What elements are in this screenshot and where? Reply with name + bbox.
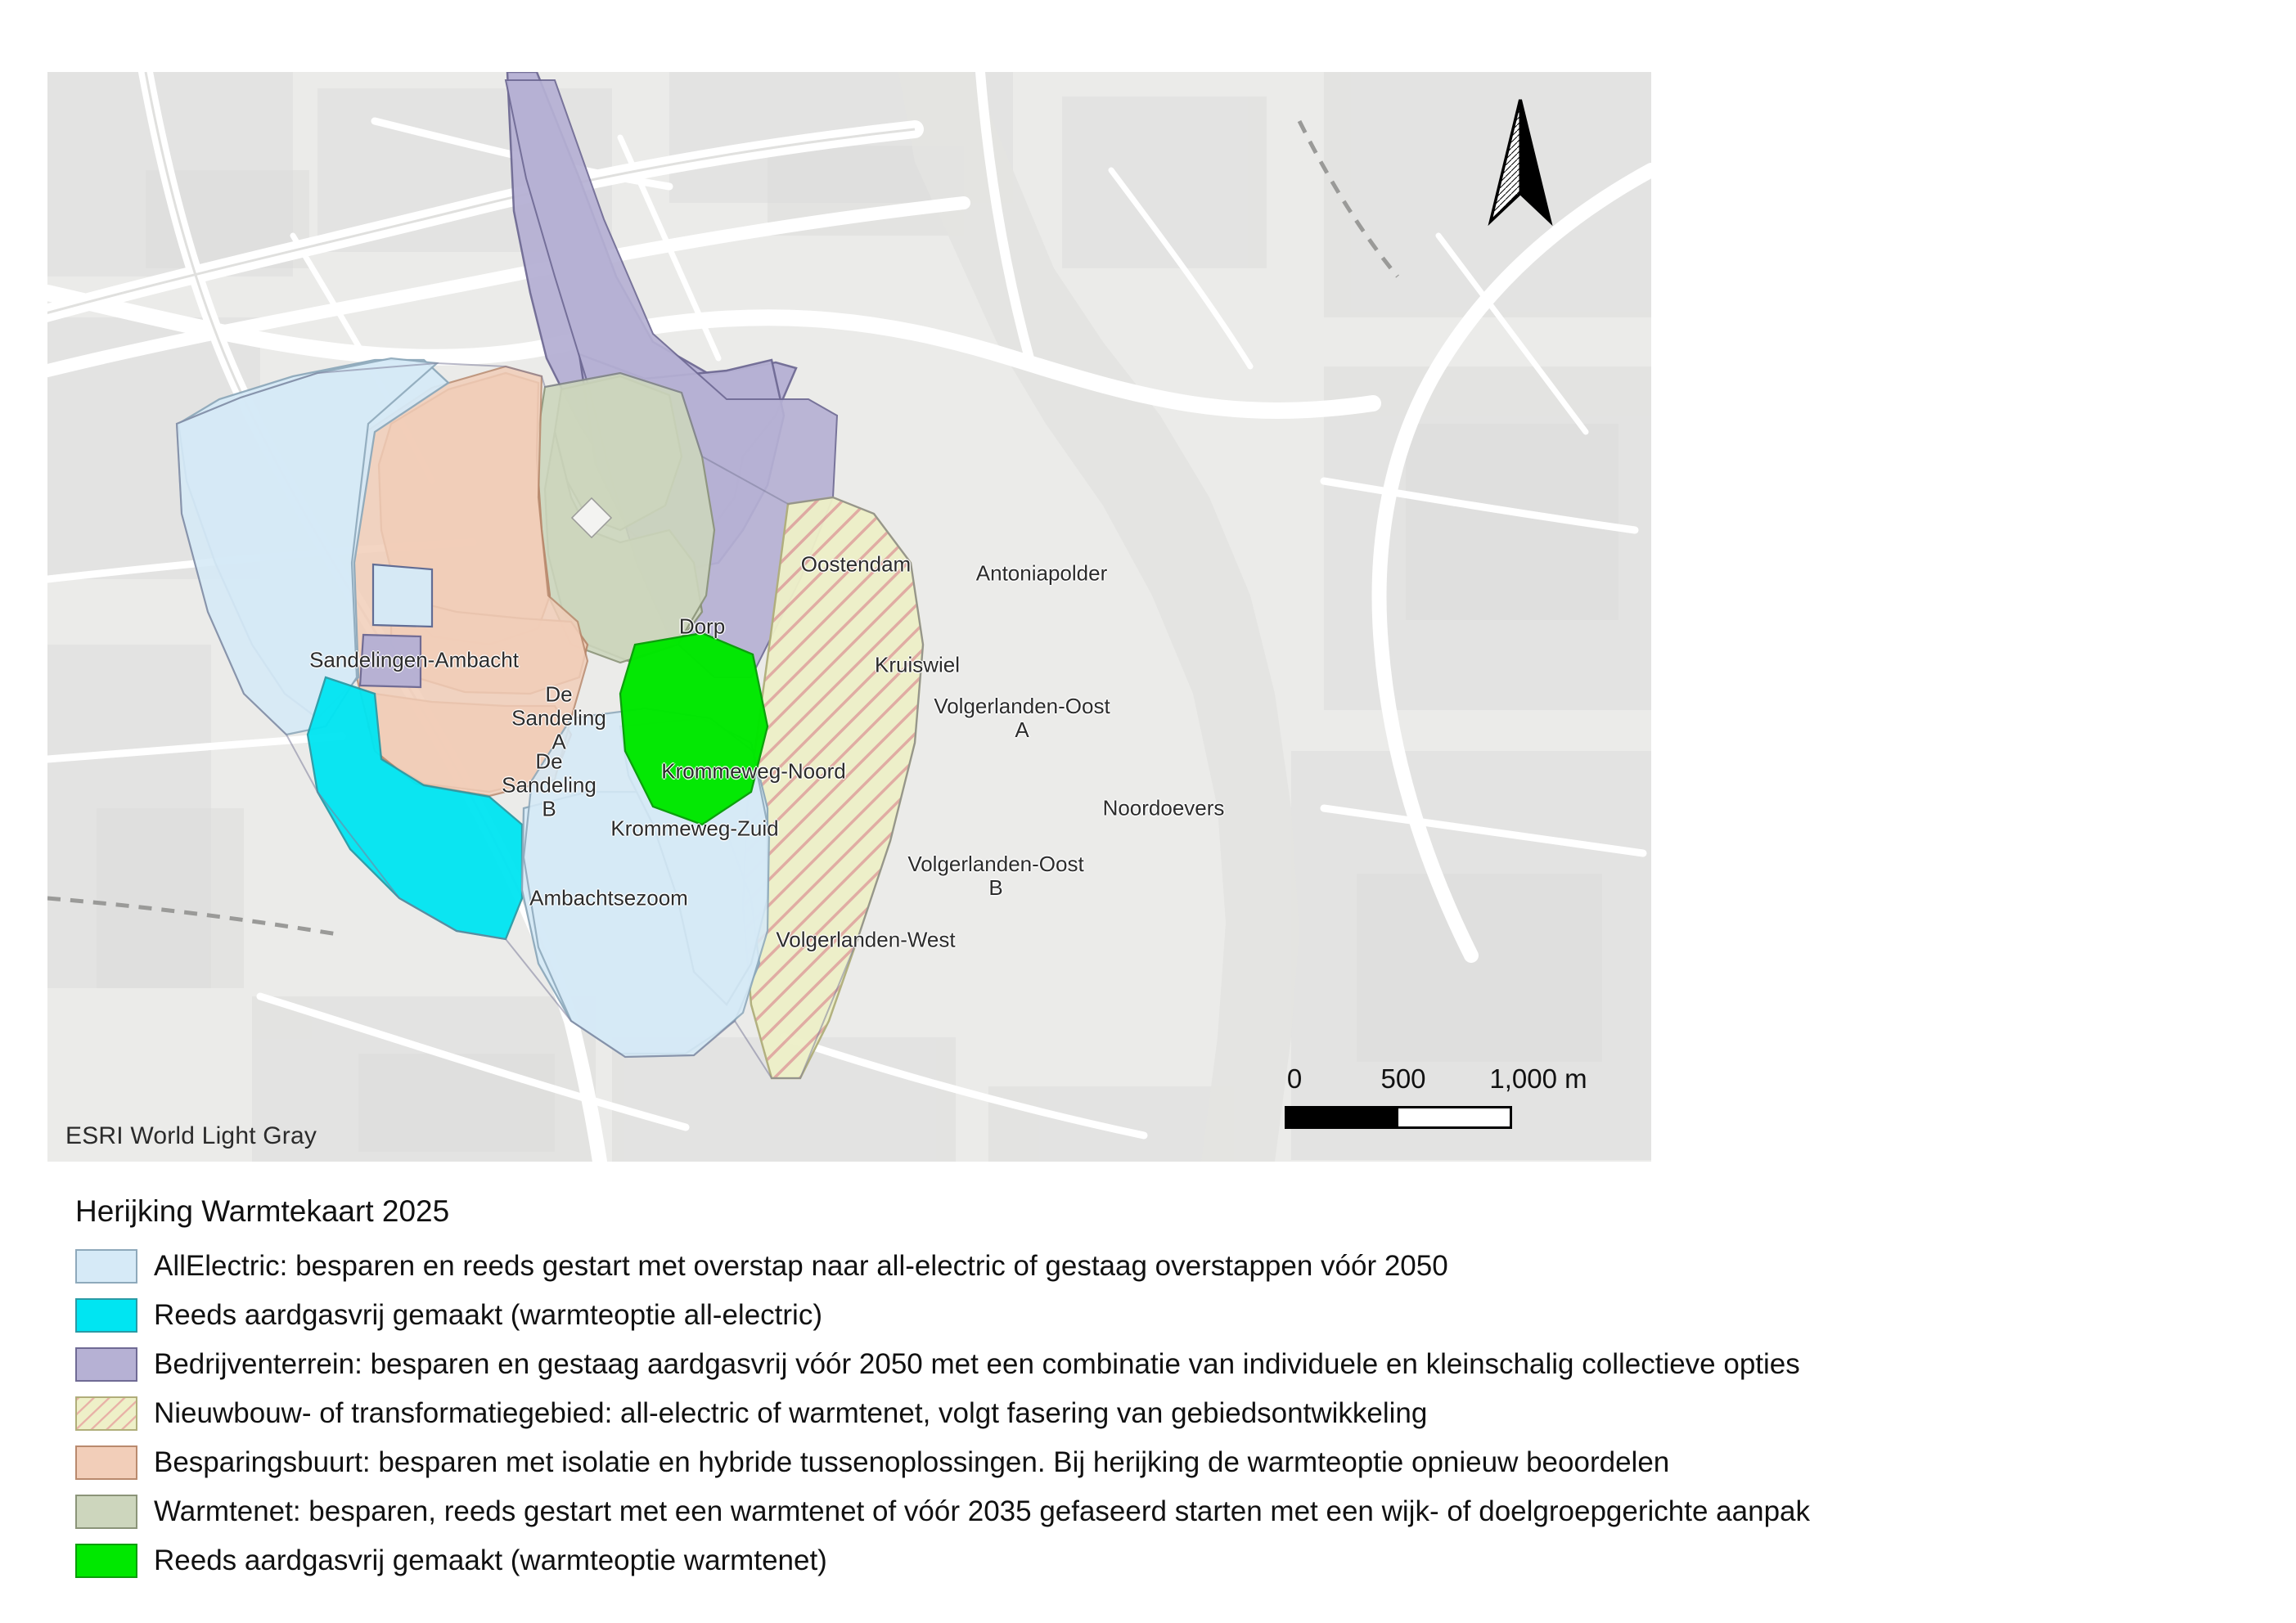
scale-bar-graphic bbox=[1285, 1106, 1512, 1129]
map-label-de-sandeling-b: De Sandeling B bbox=[502, 749, 597, 821]
legend-swatch-nieuwbouw-transformatie bbox=[75, 1396, 137, 1431]
legend-swatch-allelectric bbox=[75, 1249, 137, 1284]
legend-title: Herijking Warmtekaart 2025 bbox=[75, 1194, 450, 1228]
legend-swatch-warmtenet bbox=[75, 1495, 137, 1529]
legend-item-nieuwbouw-transformatie[interactable] bbox=[75, 1394, 2235, 1433]
legend-item-bedrijventerrein[interactable] bbox=[75, 1345, 2235, 1384]
legend-swatch-reeds-aardgasvrij-warmtenet bbox=[75, 1544, 137, 1578]
legend-swatch-bedrijventerrein bbox=[75, 1347, 137, 1382]
map-graphic bbox=[47, 72, 1651, 1162]
map-label-krommeweg-noord: Krommeweg-Noord bbox=[661, 758, 846, 784]
map-label-de-sandeling-a: De Sandeling A bbox=[511, 681, 606, 754]
map-label-sandelingen-ambacht: Sandelingen-Ambacht bbox=[309, 647, 519, 672]
legend-item-allelectric[interactable] bbox=[75, 1247, 2235, 1286]
scale-bar-segment-dark bbox=[1287, 1108, 1398, 1126]
scale-label-1000: 1,000 m bbox=[1489, 1063, 1587, 1094]
legend-swatch-reeds-aardgasvrij-all-electric bbox=[75, 1298, 137, 1333]
map-label-noordoevers: Noordoevers bbox=[1102, 795, 1225, 820]
map-label-antoniapolder: Antoniapolder bbox=[975, 560, 1108, 586]
map-canvas[interactable] bbox=[47, 72, 1651, 1162]
map-label-volgerlanden-oost-a: Volgerlanden-Oost A bbox=[934, 693, 1110, 742]
map-label-dorp: Dorp bbox=[678, 614, 726, 639]
map-label-oostendam: Oostendam bbox=[800, 551, 912, 577]
legend-item-besparingsbuurt[interactable] bbox=[75, 1443, 2235, 1482]
map-label-krommeweg-zuid: Krommeweg-Zuid bbox=[610, 816, 779, 841]
basemap-credit: ESRI World Light Gray bbox=[65, 1122, 317, 1149]
legend-swatch-besparingsbuurt bbox=[75, 1445, 137, 1480]
legend-item-warmtenet[interactable] bbox=[75, 1492, 2235, 1531]
legend-label-bedrijventerrein: Bedrijventerrein: besparen en gestaag aardgasvrij vóór 2050 met een combinatie van individuele en kleinschalig collectieve opties bbox=[154, 1348, 1800, 1380]
legend-label-reeds-aardgasvrij-warmtenet: Reeds aardgasvrij gemaakt (warmteoptie warmtenet) bbox=[154, 1544, 827, 1576]
area-de-sandeling-a[interactable] bbox=[373, 564, 432, 627]
map-label-volgerlanden-oost-b: Volgerlanden-Oost B bbox=[907, 851, 1084, 900]
map-label-volgerlanden-west: Volgerlanden-West bbox=[776, 927, 956, 952]
map-label-kruiswiel: Kruiswiel bbox=[874, 652, 961, 677]
legend bbox=[75, 1194, 2235, 1590]
north-arrow-icon bbox=[1471, 97, 1569, 227]
scale-label-500: 500 bbox=[1380, 1063, 1426, 1094]
scale-bar bbox=[1285, 1063, 1612, 1137]
legend-label-allelectric: AllElectric: besparen en reeds gestart met overstap naar all-electric of gestaag overstappen vóór 2050 bbox=[154, 1250, 1448, 1282]
legend-label-reeds-aardgasvrij-all-electric: Reeds aardgasvrij gemaakt (warmteoptie all-electric) bbox=[154, 1299, 822, 1331]
legend-label-nieuwbouw-transformatie: Nieuwbouw- of transformatiegebied: all-electric of warmtenet, volgt fasering van gebiedsontwikkeling bbox=[154, 1397, 1428, 1429]
scale-label-0: 0 bbox=[1286, 1063, 1303, 1094]
legend-item-reeds-aardgasvrij-warmtenet[interactable] bbox=[75, 1541, 2235, 1580]
legend-label-besparingsbuurt: Besparingsbuurt: besparen met isolatie en hybride tussenoplossingen. Bij herijking de warmteoptie opnieuw beoordelen bbox=[154, 1446, 1670, 1478]
scale-bar-labels bbox=[1285, 1063, 1612, 1099]
area-de-sandeling-b[interactable] bbox=[360, 635, 421, 687]
map-label-ambachtsezoom: Ambachtsezoom bbox=[529, 885, 688, 910]
legend-label-warmtenet: Warmtenet: besparen, reeds gestart met een warmtenet of vóór 2035 gefaseerd starten met een wijk- of doelgroepgerichte aanpak bbox=[154, 1495, 1811, 1527]
legend-item-reeds-aardgasvrij-all-electric[interactable] bbox=[75, 1296, 2235, 1335]
scale-bar-segment-light bbox=[1398, 1108, 1510, 1126]
